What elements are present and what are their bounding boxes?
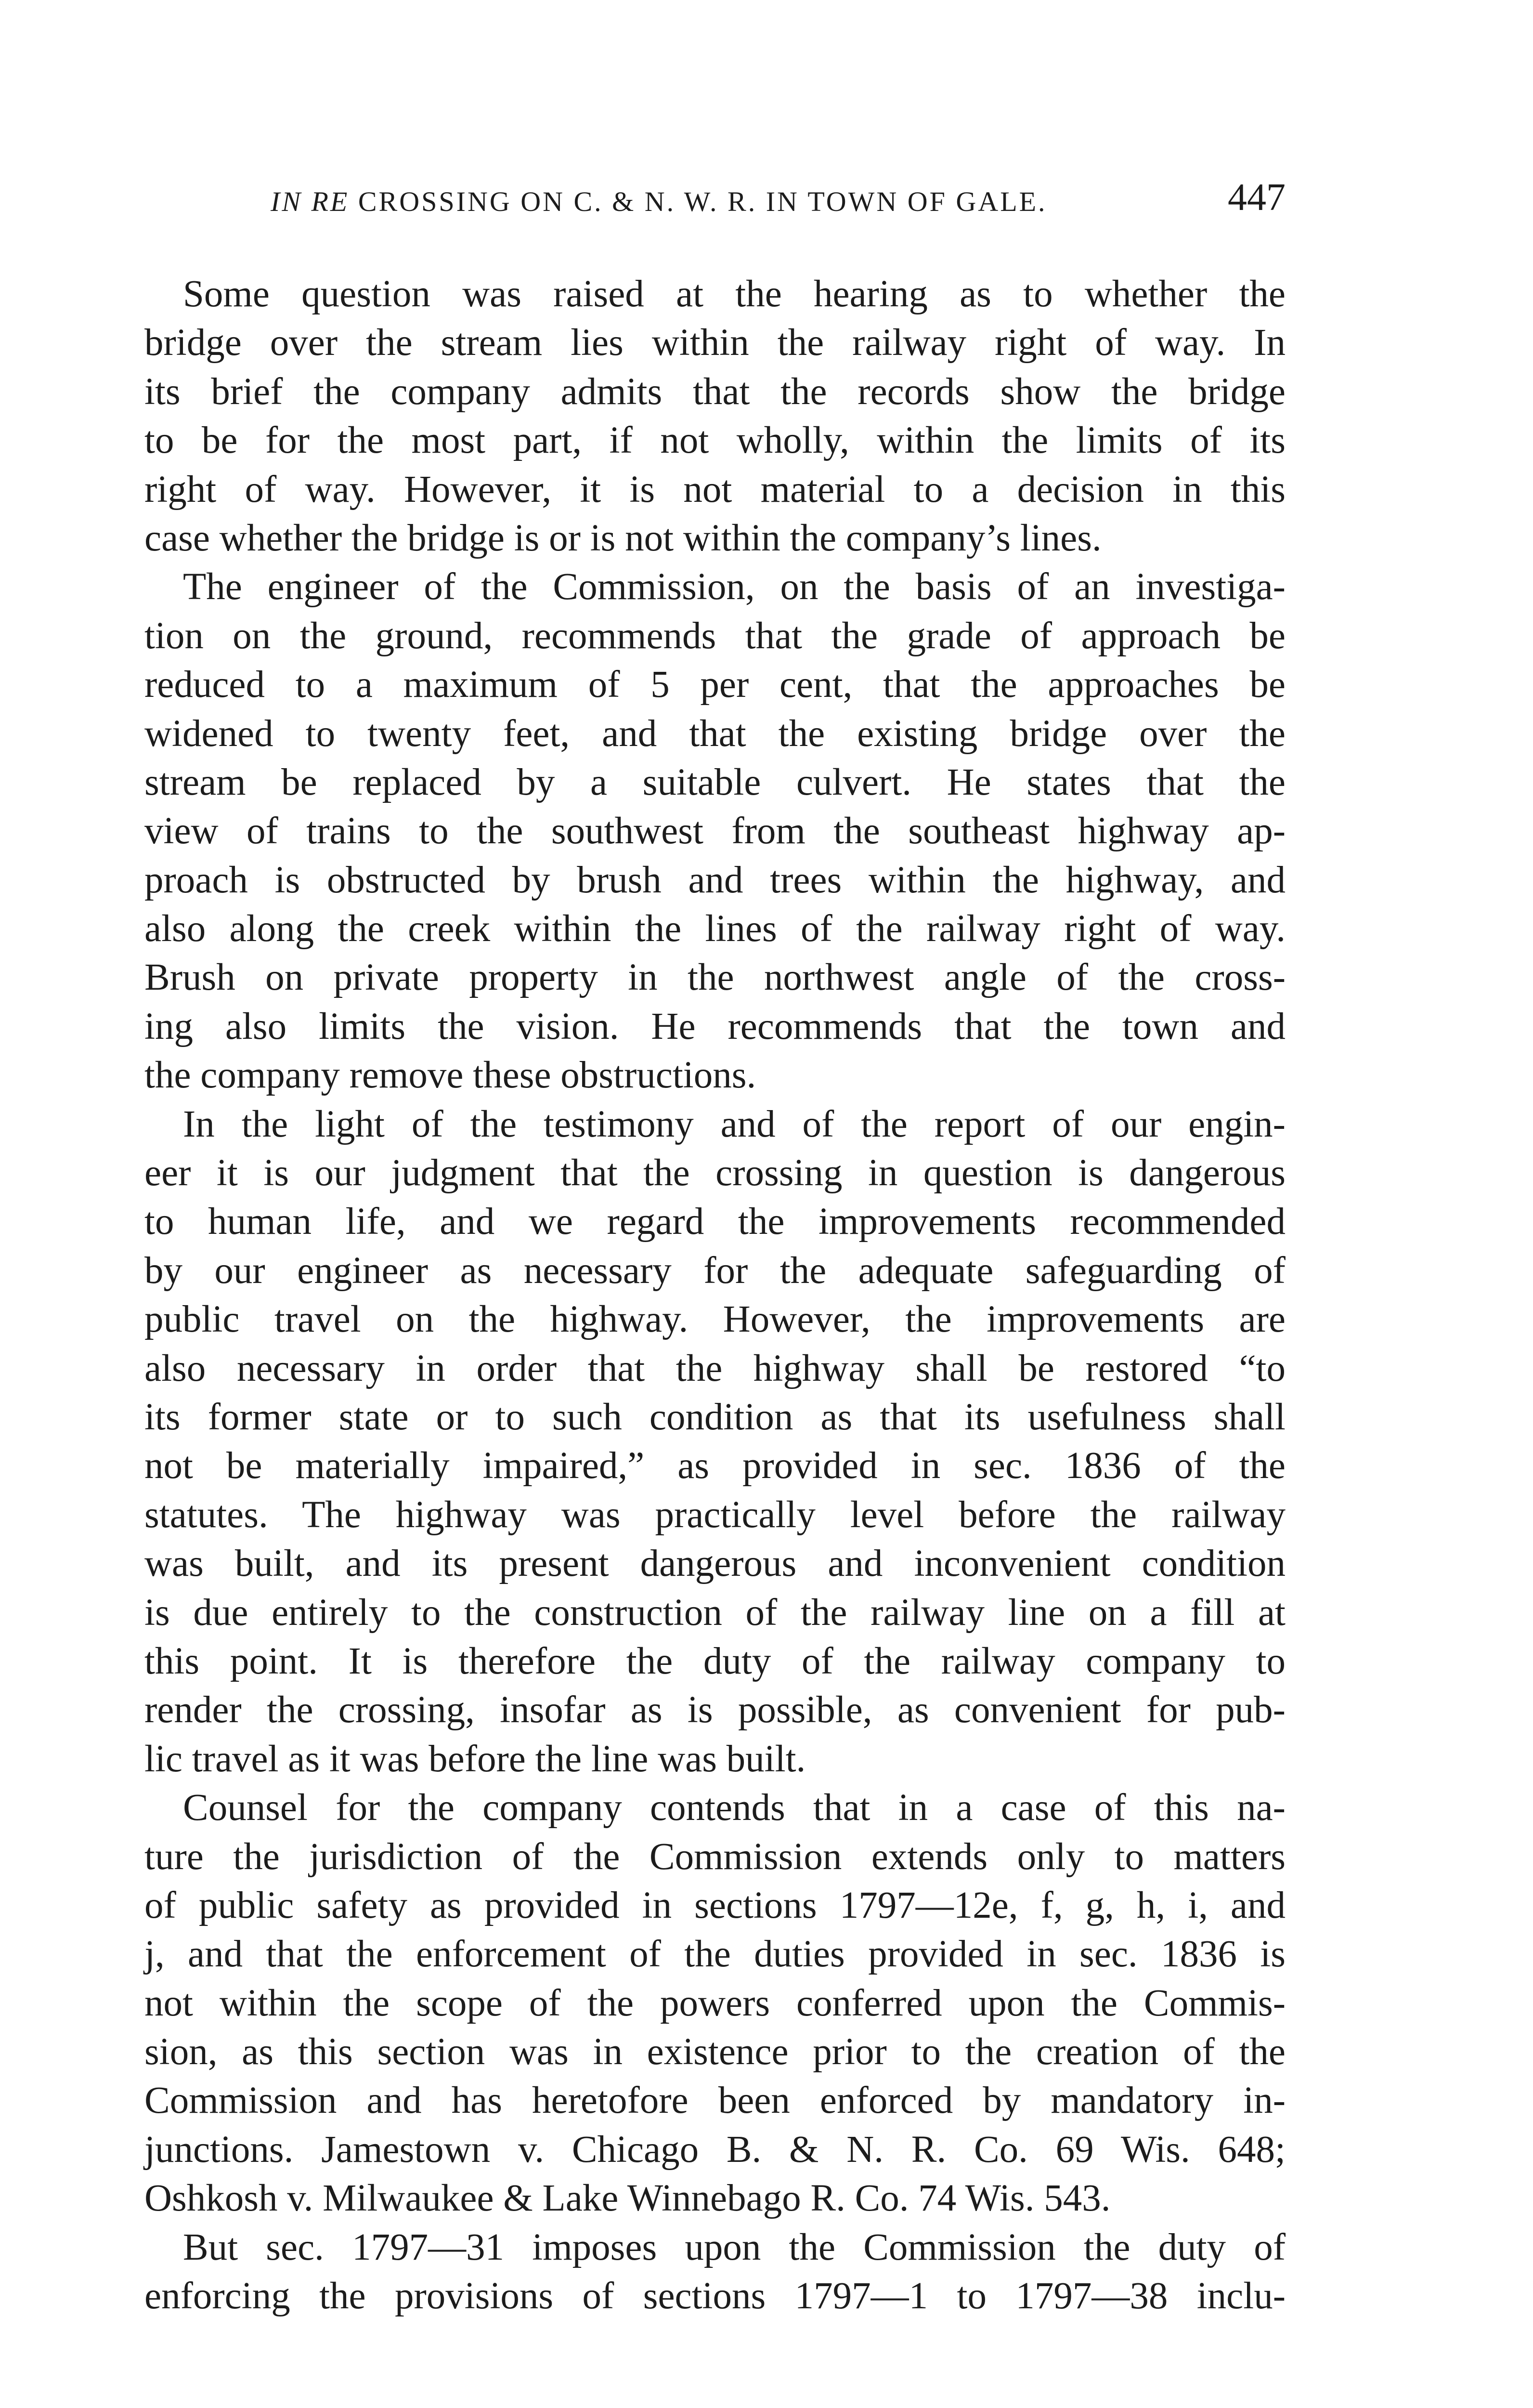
text-line: stream be replaced by a suitable culvert. He states that the xyxy=(144,761,1286,803)
text-line: Brush on private property in the northwest angle of the cross- xyxy=(144,956,1286,999)
text-line: not be materially impaired,” as provided in sec. 1836 of the xyxy=(144,1445,1286,1487)
text-line: is due entirely to the construction of the railway line on a fill at xyxy=(144,1591,1286,1634)
text-line: not within the scope of the powers conferred upon the Commis- xyxy=(144,1982,1286,2024)
text-line: reduced to a maximum of 5 per cent, that the approaches be xyxy=(144,664,1286,706)
paragraph-2 xyxy=(144,563,1286,1099)
text-line: Commission and has heretofore been enforced by mandatory in- xyxy=(144,2080,1286,2122)
paragraph-1 xyxy=(144,270,1286,563)
running-title xyxy=(271,185,1047,218)
text-line: tion on the ground, recommends that the grade of approach be xyxy=(144,615,1286,657)
text-line: statutes. The highway was practically level before the railway xyxy=(144,1493,1286,1536)
text-line: right of way. However, it is not material to a decision in this xyxy=(144,468,1286,510)
text-line: Some question was raised at the hearing as to whether the xyxy=(183,273,1286,315)
running-head xyxy=(144,176,1286,229)
text-line: case whether the bridge is or is not within the company’s lines. xyxy=(144,517,1102,559)
text-line: ture the jurisdiction of the Commission extends only to matters xyxy=(144,1835,1286,1878)
text-line: In the light of the testimony and of the report of our engin- xyxy=(183,1103,1286,1145)
text-line: to be for the most part, if not wholly, within the limits of its xyxy=(144,419,1286,462)
body-text xyxy=(144,270,1286,2320)
text-line: lic travel as it was before the line was built. xyxy=(144,1738,806,1780)
text-line: eer it is our judgment that the crossing in question is dangerous xyxy=(144,1152,1286,1194)
text-line: Oshkosh v. Milwaukee & Lake Winnebago R. Co. 74 Wis. 543. xyxy=(144,2177,1111,2220)
running-title-text: CROSSING ON C. & N. W. R. IN TOWN OF GALE. xyxy=(358,186,1047,217)
text-line: enforcing the provisions of sections 1797—1 to 1797—38 inclu- xyxy=(144,2275,1286,2317)
text-line: bridge over the stream lies within the railway right of way. In xyxy=(144,322,1286,364)
text-line: view of trains to the southwest from the southeast highway ap- xyxy=(144,810,1286,852)
text-line: its brief the company admits that the records show the bridge xyxy=(144,370,1286,413)
text-line: the company remove these obstructions. xyxy=(144,1054,756,1097)
text-line: public travel on the highway. However, the improvements are xyxy=(144,1298,1286,1341)
running-title-italic: IN RE xyxy=(271,186,350,217)
text-line: to human life, and we regard the improvements recommended xyxy=(144,1201,1286,1243)
text-line: j, and that the enforcement of the duties provided in sec. 1836 is xyxy=(144,1933,1286,1976)
text-line: of public safety as provided in sections 1797—12e, f, g, h, i, and xyxy=(144,1884,1286,1926)
text-line: Counsel for the company contends that in a case of this na- xyxy=(183,1787,1286,1829)
text-line: junctions. Jamestown v. Chicago B. & N. R. Co. 69 Wis. 648; xyxy=(144,2128,1286,2171)
text-line: by our engineer as necessary for the adequate safeguarding of xyxy=(144,1249,1286,1292)
text-line: also along the creek within the lines of the railway right of way. xyxy=(144,908,1286,950)
text-line: was built, and its present dangerous and inconvenient condition xyxy=(144,1543,1286,1585)
page-number: 447 xyxy=(1228,176,1286,219)
text-line: sion, as this section was in existence prior to the creation of the xyxy=(144,2031,1286,2073)
text-line: proach is obstructed by brush and trees within the highway, and xyxy=(144,859,1286,901)
text-line: ing also limits the vision. He recommends that the town and xyxy=(144,1005,1286,1047)
paragraph-3 xyxy=(144,1100,1286,1783)
text-line: But sec. 1797—31 imposes upon the Commission the duty of xyxy=(183,2226,1286,2268)
text-line: its former state or to such condition as that its usefulness shall xyxy=(144,1396,1286,1438)
text-line: also necessary in order that the highway shall be restored “to xyxy=(144,1347,1286,1389)
text-line: The engineer of the Commission, on the basis of an investiga- xyxy=(183,566,1286,608)
text-line: this point. It is therefore the duty of the railway company to xyxy=(144,1640,1286,1682)
paragraph-4 xyxy=(144,1783,1286,2223)
text-line: render the crossing, insofar as is possible, as convenient for pub- xyxy=(144,1689,1286,1731)
text-line: widened to twenty feet, and that the existing bridge over the xyxy=(144,712,1286,755)
paragraph-5 xyxy=(144,2223,1286,2321)
